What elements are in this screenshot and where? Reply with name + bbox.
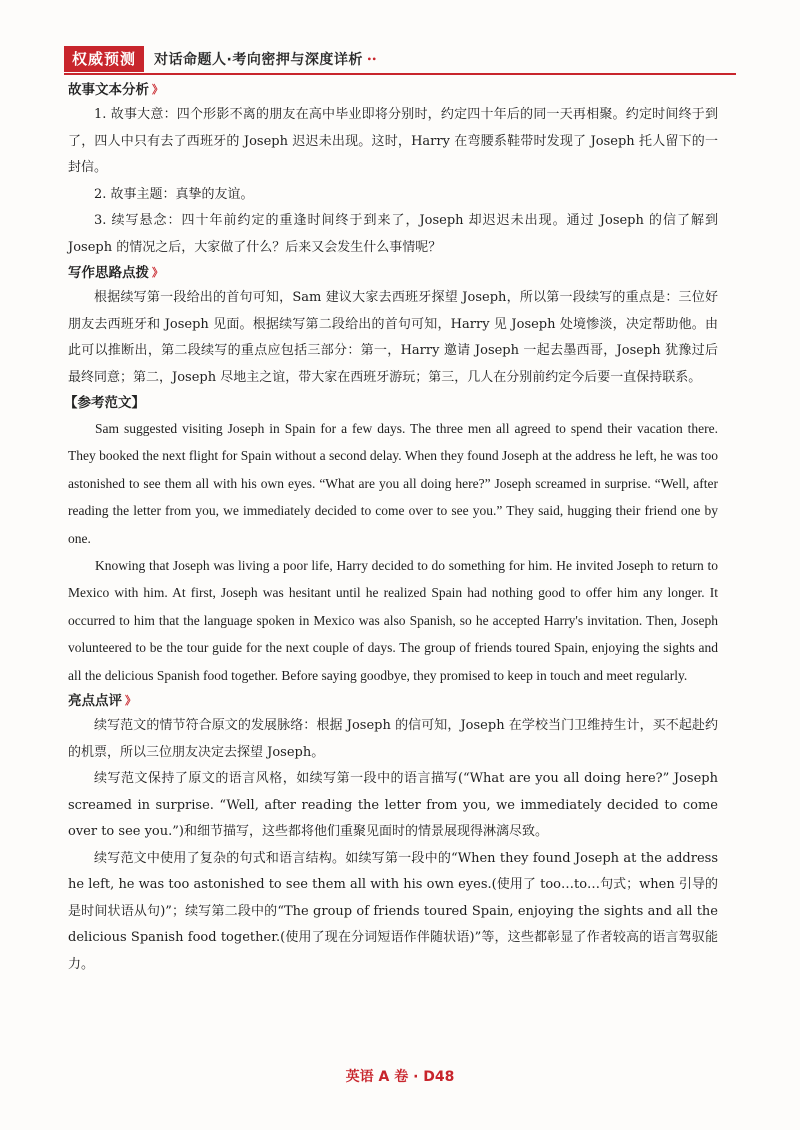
section-title-label: 写作思路点拨	[68, 265, 149, 281]
ideas-paragraph: 根据续写第一段给出的首句可知，Sam 建议大家去西班牙探望 Joseph，所以第一段续写的重点是：三位好朋友去西班牙和 Joseph 见面。根据续写第二段给出的首句可知，Harry 见 Joseph 处境惨淡，决定帮助他。由此可以推断出，第二段续写的重点应包括三部分：第一，Harry 邀请 Joseph 一起去墨西哥，Joseph 犹豫过后最终同意；第二，Joseph 尽地主之谊，带大家在西班牙游玩；第三，几人在分别前约定今后要一直保持联系。	[68, 290, 718, 385]
highlight-paragraph: 续写范文的情节符合原文的发展脉络：根据 Joseph 的信可知，Joseph 在学校当门卫维持生计，买不起赴约的机票，所以三位朋友决定去探望 Joseph。	[68, 718, 718, 760]
section-title-label: 亮点点评	[68, 693, 122, 710]
section-title-analysis	[68, 78, 718, 102]
page-footer: 英语 A 卷 · D48	[345, 1069, 455, 1085]
highlight-paragraph: 续写范文保持了原文的语言风格，如续写第一段中的语言描写(“What are you all doing here?” Joseph screamed in surprise. “Well, after reading the letter from you, we immediately decided to come over to see you.”)和细节描写，这些都将他们重聚见面时的情景展现得淋漓尽致。	[68, 771, 718, 840]
header-ornament-icon: ∙∙	[366, 53, 377, 65]
analysis-item: 1. 故事大意：四个形影不离的朋友在高中毕业即将分别时，约定四十年后的同一天再相聚。约定时间终于到了，四人中只有去了西班牙的 Joseph 迟迟未出现。这时，Harry 在弯腰系鞋带时发现了 Joseph 托人留下的一封信。	[68, 107, 718, 175]
section-title-label: 故事文本分析	[68, 82, 149, 98]
sample-paragraph: Sam suggested visiting Joseph in Spain for a few days. The three men all agreed to spend their vacation there. They booked the next flight for Spain without a second delay. When they found Joseph at the address he left, he was too astonished to see them all with his own eyes. “What are you all doing here?” Joseph screamed in surprise. “Well, after reading the letter from you, we immediately decided to come over to see you.” They said, hugging their friend one by one.	[68, 421, 718, 546]
main-content	[64, 78, 718, 978]
section-title-highlights	[68, 689, 718, 713]
header-divider	[64, 73, 736, 75]
sample-paragraph: Knowing that Joseph was living a poor life, Harry decided to do something for him. He invited Joseph to return to Mexico with him. At first, Joseph was hesitant until he realized Spain had nothing good to offer him any longer. It occurred to him that the language spoken in Mexico was also Spanish, so he accepted Harry's invitation. Then, Joseph volunteered to be the tour guide for the next couple of days. The group of friends toured Spain, enjoying the sights and all the delicious Spanish food together. Before saying goodbye, they promised to keep in touch and meet regularly.	[68, 558, 718, 683]
analysis-item: 2. 故事主题：真挚的友谊。	[94, 186, 254, 202]
chevron-right-icon: 》	[125, 694, 133, 708]
section-title-ideas	[68, 261, 718, 285]
page-header	[64, 46, 377, 72]
section-title-sample: 【参考范文】	[64, 395, 145, 411]
header-badge: 权威预测	[64, 46, 144, 72]
chevron-right-icon: 》	[152, 266, 160, 279]
highlight-paragraph: 续写范文中使用了复杂的句式和语言结构。如续写第一段中的“When they found Joseph at the address he left, he was too astonished to see them all with his own eyes.(使用了 too…to…句式；when 引导的是时间状语从句)”；续写第二段中的“The group of friends toured Spain, enjoying the sights and all the delicious Spanish food together.(使用了现在分词短语作伴随状语)”等，这些都彰显了作者较高的语言驾驭能力。	[68, 850, 718, 972]
header-subtitle: 对话命题人·考向密押与深度详析	[154, 52, 363, 68]
chevron-right-icon: 》	[152, 83, 160, 96]
analysis-item: 3. 续写悬念：四十年前约定的重逢时间终于到来了，Joseph 却迟迟未出现。通过 Joseph 的信了解到 Joseph 的情况之后，大家做了什么？后来又会发生什么事情呢？	[68, 213, 718, 255]
